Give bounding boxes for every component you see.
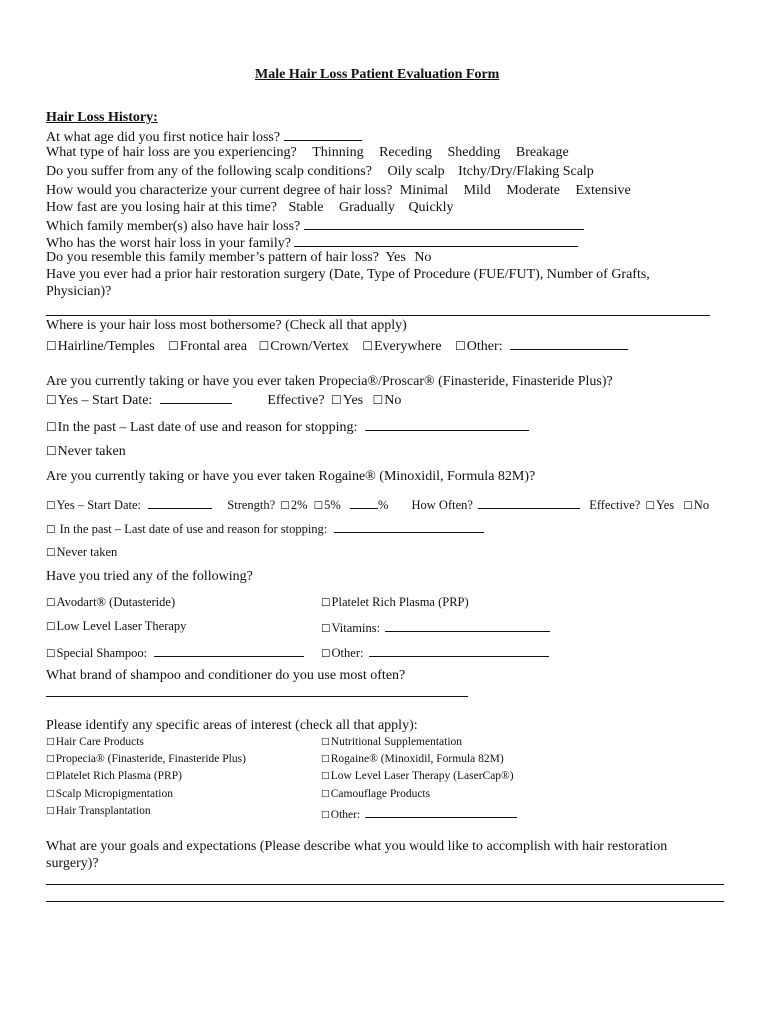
tried-shampoo-row (46, 645, 304, 660)
checkbox-label: Other: (331, 646, 364, 660)
checkbox-icon: ☐ (46, 754, 55, 765)
rogaine-yes-row (46, 497, 709, 512)
option-breakage[interactable]: Breakage (515, 145, 569, 160)
option-quickly[interactable]: Quickly (408, 200, 454, 215)
option-receding[interactable]: Receding (379, 145, 432, 160)
option-itchy-dry-flaking[interactable]: Itchy/Dry/Flaking Scalp (458, 164, 594, 179)
checkbox-icon: ☐ (46, 420, 57, 434)
option-extensive[interactable]: Extensive (575, 183, 631, 198)
option-oily-scalp[interactable]: Oily scalp (387, 164, 445, 179)
checkbox-icon: ☐ (321, 737, 330, 748)
option-stable[interactable]: Stable (288, 200, 324, 215)
question-resemble (46, 251, 431, 265)
checkbox-icon: ☐ (46, 444, 57, 458)
checkbox-icon: ☐ (645, 499, 655, 512)
goals-input-line-1[interactable] (46, 884, 724, 885)
checkbox-icon: ☐ (46, 620, 56, 633)
checkbox-label: Yes (342, 393, 364, 408)
checkbox-other[interactable] (455, 339, 502, 354)
checkbox-tried-other[interactable] (321, 646, 363, 660)
question-degree (46, 184, 631, 198)
checkbox-icon: ☐ (321, 771, 330, 782)
rogaine-start-date-line[interactable] (148, 497, 212, 509)
checkbox-interest-propecia[interactable] (46, 754, 246, 766)
question-tried: Have you tried any of the following? (46, 569, 253, 584)
checkbox-label: Hairline/Temples (57, 339, 155, 354)
checkbox-rogaine-effective-no[interactable] (683, 498, 709, 512)
checkbox-icon: ☐ (46, 546, 56, 559)
checkbox-label: Platelet Rich Plasma (PRP) (331, 595, 469, 609)
checkbox-rogaine-past[interactable] (46, 522, 327, 536)
rogaine-strength-label: Strength? (227, 498, 276, 512)
checkbox-label: Rogaine® (Minoxidil, Formula 82M) (330, 753, 504, 765)
checkbox-rogaine-effective-yes[interactable] (645, 498, 674, 512)
question-interest: Please identify any specific areas of interest (check all that apply): (46, 718, 418, 733)
question-goals-line1: What are your goals and expectations (Please describe what you would like to accomplish with hair restoration (46, 839, 668, 854)
rogaine-how-often-label: How Often? (411, 498, 473, 512)
checkbox-rogaine-5pct[interactable] (314, 498, 341, 512)
checkbox-tried-shampoo[interactable] (46, 646, 147, 660)
rogaine-pct-other-line[interactable] (350, 497, 378, 509)
rogaine-past-row (46, 521, 484, 536)
question-worst-label: Who has the worst hair loss in your family? (46, 236, 291, 251)
checkbox-label: Frontal area (179, 339, 248, 354)
propecia-effective-label: Effective? (267, 393, 325, 408)
checkbox-interest-nutrition[interactable] (321, 737, 462, 749)
checkbox-label: 2% (290, 498, 308, 512)
checkbox-icon: ☐ (372, 393, 384, 407)
shampoo-input-line[interactable] (46, 696, 468, 697)
bothersome-options (46, 338, 628, 354)
option-resemble-no[interactable]: No (414, 250, 432, 265)
checkbox-icon: ☐ (455, 339, 466, 353)
checkbox-tried-avodart[interactable] (46, 596, 175, 609)
checkbox-label: Yes – Start Date: (57, 393, 153, 408)
checkbox-icon: ☐ (321, 622, 331, 635)
checkbox-icon: ☐ (46, 596, 56, 609)
checkbox-label: No (693, 498, 710, 512)
propecia-yes-row (46, 392, 401, 408)
checkbox-icon: ☐ (331, 393, 342, 407)
question-type-label: What type of hair loss are you experiencing? (46, 145, 297, 160)
option-minimal[interactable]: Minimal (399, 183, 449, 198)
checkbox-interest-hair-care[interactable] (46, 737, 144, 749)
bothersome-other-input-line[interactable] (510, 338, 628, 350)
checkbox-icon: ☐ (362, 339, 373, 353)
question-goals-line2: surgery)? (46, 856, 99, 871)
prior-surgery-input-line[interactable] (46, 315, 710, 316)
checkbox-interest-transplant[interactable] (46, 806, 151, 818)
checkbox-label: Never taken (57, 444, 126, 459)
option-moderate[interactable]: Moderate (506, 183, 560, 198)
propecia-past-row (46, 419, 529, 435)
option-shedding[interactable]: Shedding (447, 145, 501, 160)
checkbox-icon: ☐ (280, 499, 290, 512)
tried-other-input-line[interactable] (369, 645, 549, 657)
question-shampoo: What brand of shampoo and conditioner do you use most often? (46, 668, 406, 683)
question-scalp-label: Do you suffer from any of the following scalp conditions? (46, 164, 372, 179)
question-bothersome: Where is your hair loss most bothersome? (Check all that apply) (46, 318, 407, 333)
tried-shampoo-input-line[interactable] (154, 645, 304, 657)
worst-input-line[interactable] (294, 235, 578, 247)
section-heading-hair-loss-history: Hair Loss History: (46, 110, 158, 125)
checkbox-tried-prp[interactable] (321, 596, 469, 609)
question-resemble-label: Do you resemble this family member’s pattern of hair loss? (46, 250, 379, 265)
checkbox-icon: ☐ (46, 393, 57, 407)
question-worst (46, 235, 578, 251)
question-family-label: Which family member(s) also have hair loss? (46, 219, 301, 234)
checkbox-icon: ☐ (321, 810, 330, 821)
question-prior-surgery-line1: Have you ever had a prior hair restoration surgery (Date, Type of Procedure (FUE/FUT), Number of Grafts, (46, 267, 650, 282)
checkbox-label: Avodart® (Dutasteride) (56, 595, 176, 609)
checkbox-label: Yes (655, 498, 675, 512)
checkbox-interest-camouflage[interactable] (321, 789, 430, 801)
propecia-past-input-line[interactable] (365, 419, 529, 431)
interest-other-row (321, 806, 517, 822)
checkbox-label: Platelet Rich Plasma (PRP) (55, 770, 182, 782)
checkbox-frontal-area[interactable] (168, 339, 247, 354)
checkbox-interest-rogaine[interactable] (321, 754, 504, 766)
age-input-line[interactable] (284, 129, 362, 141)
checkbox-icon: ☐ (683, 499, 693, 512)
checkbox-label: Other: (466, 339, 503, 354)
checkbox-icon: ☐ (46, 647, 56, 660)
checkbox-label: Camouflage Products (330, 788, 431, 800)
checkbox-label: Never taken (56, 545, 118, 559)
checkbox-label: In the past – Last date of use and reason for stopping: (57, 420, 358, 435)
question-age (46, 129, 362, 145)
checkbox-everywhere[interactable] (362, 339, 441, 354)
question-scalp (46, 165, 594, 179)
checkbox-icon: ☐ (46, 806, 55, 817)
checkbox-interest-other[interactable] (321, 809, 360, 821)
question-family (46, 218, 584, 234)
checkbox-icon: ☐ (321, 647, 331, 660)
checkbox-propecia-yes[interactable] (46, 393, 152, 408)
checkbox-propecia-effective-yes[interactable] (331, 393, 363, 408)
option-resemble-yes[interactable]: Yes (385, 250, 406, 265)
option-thinning[interactable]: Thinning (312, 145, 364, 160)
question-type (46, 146, 569, 160)
question-degree-label: How would you characterize your current degree of hair loss? (46, 183, 393, 198)
checkbox-icon: ☐ (321, 789, 330, 800)
checkbox-label: Propecia® (Finasteride, Finasteride Plus) (55, 753, 246, 765)
checkbox-hairline-temples[interactable] (46, 339, 155, 354)
rogaine-effective-label: Effective? (589, 498, 641, 512)
checkbox-icon: ☐ (46, 737, 55, 748)
option-mild[interactable]: Mild (463, 183, 491, 198)
checkbox-label: No (384, 393, 402, 408)
checkbox-label: Other: (330, 809, 361, 821)
checkbox-icon: ☐ (46, 789, 55, 800)
checkbox-tried-vitamins[interactable] (321, 621, 380, 635)
checkbox-label: Crown/Vertex (270, 339, 349, 354)
checkbox-icon: ☐ (321, 596, 331, 609)
checkbox-icon: ☐ (313, 499, 324, 512)
tried-vitamins-input-line[interactable] (385, 620, 550, 632)
checkbox-icon: ☐ (46, 339, 57, 353)
rogaine-past-input-line[interactable] (334, 521, 484, 533)
question-rogaine: Are you currently taking or have you ever taken Rogaine® (Minoxidil, Formula 82M)? (46, 469, 536, 484)
checkbox-rogaine-never[interactable] (46, 546, 117, 559)
propecia-start-date-line[interactable] (160, 392, 232, 404)
checkbox-label: Hair Transplantation (55, 805, 151, 817)
checkbox-icon: ☐ (258, 339, 270, 353)
question-propecia: Are you currently taking or have you ever taken Propecia®/Proscar® (Finasteride, Finasteride Plus)? (46, 374, 613, 389)
checkbox-tried-laser[interactable] (46, 620, 186, 633)
checkbox-icon: ☐ (46, 499, 56, 512)
checkbox-rogaine-yes[interactable] (46, 498, 141, 512)
tried-other-row (321, 645, 549, 660)
question-age-label: At what age did you first notice hair loss? (46, 130, 281, 145)
checkbox-label: Nutritional Supplementation (330, 736, 463, 748)
checkbox-propecia-effective-no[interactable] (373, 393, 402, 408)
checkbox-propecia-never[interactable] (46, 445, 126, 459)
checkbox-label: Yes – Start Date: (56, 498, 142, 512)
checkbox-interest-laser[interactable] (321, 771, 514, 783)
checkbox-label: Scalp Micropigmentation (55, 788, 173, 800)
checkbox-rogaine-2pct[interactable] (280, 498, 307, 512)
checkbox-icon: ☐ (168, 339, 179, 353)
tried-vitamins-row (321, 620, 550, 635)
checkbox-crown-vertex[interactable] (259, 339, 349, 354)
checkbox-icon: ☐ (46, 771, 55, 782)
question-prior-surgery-line2: Physician)? (46, 284, 112, 299)
checkbox-label: In the past – Last date of use and reason for stopping: (59, 522, 328, 536)
checkbox-icon: ☐ (46, 523, 56, 536)
checkbox-label: Low Level Laser Therapy (56, 619, 187, 633)
family-input-line[interactable] (304, 218, 584, 230)
checkbox-label: Vitamins: (331, 621, 381, 635)
option-gradually[interactable]: Gradually (338, 200, 395, 215)
checkbox-label: Hair Care Products (55, 736, 144, 748)
checkbox-label: Special Shampoo: (56, 646, 148, 660)
checkbox-label: Everywhere (373, 339, 442, 354)
checkbox-interest-smp[interactable] (46, 789, 173, 801)
rogaine-pct-other-label: % (377, 498, 389, 512)
question-speed-label: How fast are you losing hair at this time? (46, 200, 277, 215)
rogaine-how-often-line[interactable] (478, 497, 580, 509)
checkbox-label: Low Level Laser Therapy (LaserCap®) (330, 770, 514, 782)
interest-other-input-line[interactable] (365, 806, 517, 818)
checkbox-icon: ☐ (321, 754, 330, 765)
question-speed (46, 201, 454, 215)
goals-input-line-2[interactable] (46, 901, 724, 902)
checkbox-interest-prp[interactable] (46, 771, 182, 783)
page-title: Male Hair Loss Patient Evaluation Form (255, 67, 500, 82)
checkbox-label: 5% (324, 498, 341, 512)
checkbox-propecia-past[interactable] (46, 420, 357, 435)
